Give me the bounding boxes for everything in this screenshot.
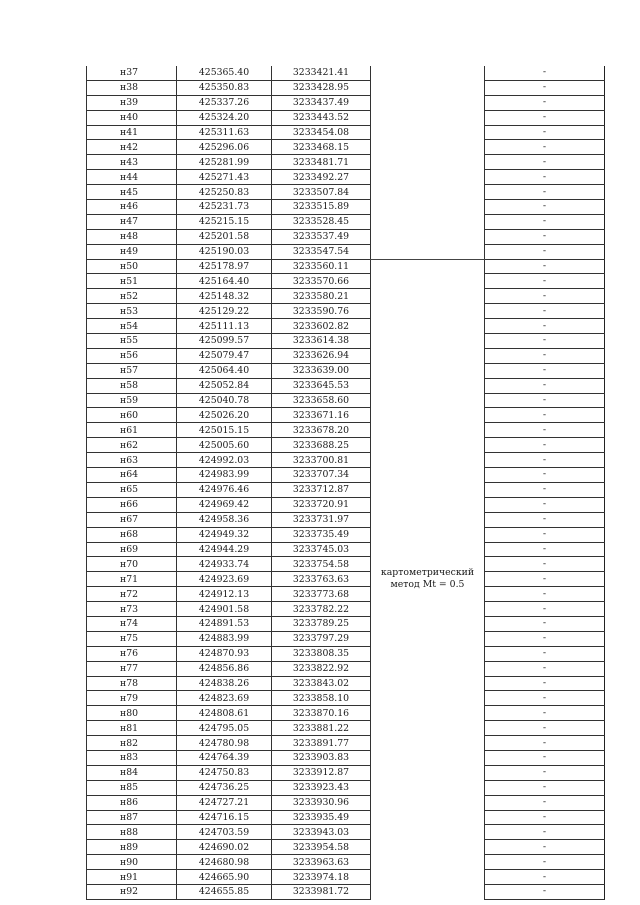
point-name-cell: н76 xyxy=(87,646,177,661)
error-value-cell: - xyxy=(485,304,605,319)
coord-x-cell: 424808.61 xyxy=(177,706,272,721)
error-value-cell: - xyxy=(485,884,605,899)
coord-y-cell: 3233421.41 xyxy=(272,66,371,80)
coord-x-cell: 424716.15 xyxy=(177,810,272,825)
coord-x-cell: 424969.42 xyxy=(177,497,272,512)
point-name-cell: н61 xyxy=(87,423,177,438)
point-name-cell: н74 xyxy=(87,616,177,631)
table-row xyxy=(87,408,605,423)
coord-x-cell: 424655.85 xyxy=(177,884,272,899)
coord-y-cell: 3233678.20 xyxy=(272,423,371,438)
coord-x-cell: 424949.32 xyxy=(177,527,272,542)
coord-y-cell: 3233580.21 xyxy=(272,289,371,304)
error-value-cell: - xyxy=(485,542,605,557)
point-name-cell: н84 xyxy=(87,765,177,780)
error-value-cell: - xyxy=(485,706,605,721)
coord-x-cell: 424933.74 xyxy=(177,557,272,572)
point-name-cell: н55 xyxy=(87,334,177,349)
coord-x-cell: 425365.40 xyxy=(177,66,272,80)
coord-x-cell: 424680.98 xyxy=(177,855,272,870)
error-value-cell: - xyxy=(485,661,605,676)
coord-x-cell: 425281.99 xyxy=(177,155,272,170)
table-row xyxy=(87,125,605,140)
method-cell-upper xyxy=(371,66,485,259)
coord-x-cell: 424838.26 xyxy=(177,676,272,691)
error-value-cell: - xyxy=(485,750,605,765)
error-value-cell: - xyxy=(485,587,605,602)
table-row xyxy=(87,274,605,289)
point-name-cell: н49 xyxy=(87,244,177,259)
table-row xyxy=(87,155,605,170)
point-name-cell: н62 xyxy=(87,438,177,453)
table-row xyxy=(87,66,605,80)
table-row xyxy=(87,319,605,334)
table-row xyxy=(87,616,605,631)
coord-y-cell: 3233443.52 xyxy=(272,110,371,125)
coord-x-cell: 424983.99 xyxy=(177,468,272,483)
coord-y-cell: 3233700.81 xyxy=(272,453,371,468)
error-value-cell: - xyxy=(485,468,605,483)
point-name-cell: н72 xyxy=(87,587,177,602)
point-name-cell: н68 xyxy=(87,527,177,542)
coord-y-cell: 3233712.87 xyxy=(272,482,371,497)
point-name-cell: н65 xyxy=(87,482,177,497)
table-row xyxy=(87,602,605,617)
coord-y-cell: 3233515.89 xyxy=(272,200,371,215)
table-row xyxy=(87,810,605,825)
error-value-cell: - xyxy=(485,810,605,825)
error-value-cell: - xyxy=(485,80,605,95)
coord-y-cell: 3233912.87 xyxy=(272,765,371,780)
error-value-cell: - xyxy=(485,795,605,810)
coord-x-cell: 425079.47 xyxy=(177,348,272,363)
coord-y-cell: 3233754.58 xyxy=(272,557,371,572)
coord-x-cell: 424665.90 xyxy=(177,870,272,885)
table-row xyxy=(87,765,605,780)
coord-x-cell: 424944.29 xyxy=(177,542,272,557)
table-row xyxy=(87,259,605,274)
coord-y-cell: 3233797.29 xyxy=(272,631,371,646)
coord-y-cell: 3233808.35 xyxy=(272,646,371,661)
point-name-cell: н81 xyxy=(87,721,177,736)
coord-y-cell: 3233930.96 xyxy=(272,795,371,810)
point-name-cell: н59 xyxy=(87,393,177,408)
point-name-cell: н69 xyxy=(87,542,177,557)
point-name-cell: н47 xyxy=(87,214,177,229)
error-value-cell: - xyxy=(485,408,605,423)
table-row xyxy=(87,631,605,646)
coord-y-cell: 3233903.83 xyxy=(272,750,371,765)
coord-y-cell: 3233763.63 xyxy=(272,572,371,587)
point-name-cell: н70 xyxy=(87,557,177,572)
point-name-cell: н66 xyxy=(87,497,177,512)
coord-y-cell: 3233570.66 xyxy=(272,274,371,289)
coord-x-cell: 424923.69 xyxy=(177,572,272,587)
error-value-cell: - xyxy=(485,393,605,408)
point-name-cell: н43 xyxy=(87,155,177,170)
coord-y-cell: 3233688.25 xyxy=(272,438,371,453)
point-name-cell: н64 xyxy=(87,468,177,483)
error-value-cell: - xyxy=(485,557,605,572)
table-row xyxy=(87,721,605,736)
coord-y-cell: 3233974.18 xyxy=(272,870,371,885)
coord-x-cell: 425099.57 xyxy=(177,334,272,349)
coord-x-cell: 425064.40 xyxy=(177,363,272,378)
coord-y-cell: 3233881.22 xyxy=(272,721,371,736)
table-row xyxy=(87,110,605,125)
point-name-cell: н52 xyxy=(87,289,177,304)
point-name-cell: н75 xyxy=(87,631,177,646)
coord-x-cell: 425178.97 xyxy=(177,259,272,274)
coord-x-cell: 424976.46 xyxy=(177,482,272,497)
error-value-cell: - xyxy=(485,155,605,170)
coord-y-cell: 3233720.91 xyxy=(272,497,371,512)
coord-x-cell: 424750.83 xyxy=(177,765,272,780)
table-row xyxy=(87,80,605,95)
coord-y-cell: 3233891.77 xyxy=(272,736,371,751)
coord-y-cell: 3233645.53 xyxy=(272,378,371,393)
error-value-cell: - xyxy=(485,527,605,542)
coord-y-cell: 3233528.45 xyxy=(272,214,371,229)
error-value-cell: - xyxy=(485,334,605,349)
coord-y-cell: 3233843.02 xyxy=(272,676,371,691)
error-value-cell: - xyxy=(485,572,605,587)
coord-x-cell: 424870.93 xyxy=(177,646,272,661)
coord-x-cell: 425026.20 xyxy=(177,408,272,423)
table-row xyxy=(87,482,605,497)
point-name-cell: н89 xyxy=(87,840,177,855)
coord-y-cell: 3233560.11 xyxy=(272,259,371,274)
coord-y-cell: 3233773.68 xyxy=(272,587,371,602)
table-row xyxy=(87,870,605,885)
coord-x-cell: 425215.15 xyxy=(177,214,272,229)
coord-x-cell: 424690.02 xyxy=(177,840,272,855)
table-row xyxy=(87,244,605,259)
error-value-cell: - xyxy=(485,200,605,215)
table-row xyxy=(87,676,605,691)
point-name-cell: н42 xyxy=(87,140,177,155)
coord-x-cell: 424891.53 xyxy=(177,616,272,631)
coord-x-cell: 425311.63 xyxy=(177,125,272,140)
point-name-cell: н58 xyxy=(87,378,177,393)
error-value-cell: - xyxy=(485,646,605,661)
table-row xyxy=(87,512,605,527)
table-row xyxy=(87,497,605,512)
table-row xyxy=(87,825,605,840)
error-value-cell: - xyxy=(485,140,605,155)
point-name-cell: н60 xyxy=(87,408,177,423)
coord-x-cell: 424992.03 xyxy=(177,453,272,468)
table-row xyxy=(87,423,605,438)
coord-y-cell: 3233789.25 xyxy=(272,616,371,631)
coordinates-table xyxy=(86,66,605,900)
point-name-cell: н37 xyxy=(87,66,177,80)
coord-y-cell: 3233468.15 xyxy=(272,140,371,155)
table-row xyxy=(87,289,605,304)
coord-x-cell: 425129.22 xyxy=(177,304,272,319)
point-name-cell: н88 xyxy=(87,825,177,840)
coord-y-cell: 3233658.60 xyxy=(272,393,371,408)
point-name-cell: н67 xyxy=(87,512,177,527)
method-label: картометрический xyxy=(380,567,475,579)
coord-y-cell: 3233981.72 xyxy=(272,884,371,899)
table-row xyxy=(87,378,605,393)
coord-x-cell: 424823.69 xyxy=(177,691,272,706)
table-row xyxy=(87,229,605,244)
coord-x-cell: 425164.40 xyxy=(177,274,272,289)
error-value-cell: - xyxy=(485,855,605,870)
error-value-cell: - xyxy=(485,631,605,646)
table-row xyxy=(87,661,605,676)
table-row xyxy=(87,691,605,706)
coord-x-cell: 424856.86 xyxy=(177,661,272,676)
point-name-cell: н41 xyxy=(87,125,177,140)
coord-y-cell: 3233626.94 xyxy=(272,348,371,363)
point-name-cell: н83 xyxy=(87,750,177,765)
coord-x-cell: 424901.58 xyxy=(177,602,272,617)
table-row xyxy=(87,527,605,542)
point-name-cell: н73 xyxy=(87,602,177,617)
point-name-cell: н48 xyxy=(87,229,177,244)
error-value-cell: - xyxy=(485,363,605,378)
coord-x-cell: 424958.36 xyxy=(177,512,272,527)
point-name-cell: н51 xyxy=(87,274,177,289)
error-value-cell: - xyxy=(485,66,605,80)
coord-y-cell: 3233963.63 xyxy=(272,855,371,870)
table-row xyxy=(87,200,605,215)
table-row xyxy=(87,795,605,810)
point-name-cell: н80 xyxy=(87,706,177,721)
table-row xyxy=(87,840,605,855)
point-name-cell: н45 xyxy=(87,185,177,200)
error-value-cell: - xyxy=(485,319,605,334)
coord-y-cell: 3233923.43 xyxy=(272,780,371,795)
error-value-cell: - xyxy=(485,185,605,200)
table-row xyxy=(87,363,605,378)
table-row xyxy=(87,393,605,408)
coord-y-cell: 3233822.92 xyxy=(272,661,371,676)
table-row xyxy=(87,736,605,751)
table-row xyxy=(87,468,605,483)
coord-x-cell: 425040.78 xyxy=(177,393,272,408)
table-row xyxy=(87,884,605,899)
table-row xyxy=(87,140,605,155)
error-value-cell: - xyxy=(485,170,605,185)
coord-y-cell: 3233428.95 xyxy=(272,80,371,95)
table-row xyxy=(87,304,605,319)
coord-y-cell: 3233858.10 xyxy=(272,691,371,706)
error-value-cell: - xyxy=(485,512,605,527)
point-name-cell: н82 xyxy=(87,736,177,751)
coord-y-cell: 3233614.38 xyxy=(272,334,371,349)
point-name-cell: н57 xyxy=(87,363,177,378)
coord-y-cell: 3233943.03 xyxy=(272,825,371,840)
coord-x-cell: 425190.03 xyxy=(177,244,272,259)
error-value-cell: - xyxy=(485,840,605,855)
error-value-cell: - xyxy=(485,616,605,631)
point-name-cell: н90 xyxy=(87,855,177,870)
method-accuracy-label: метод Mt = 0.5 xyxy=(390,579,465,591)
table-row xyxy=(87,587,605,602)
point-name-cell: н38 xyxy=(87,80,177,95)
error-value-cell: - xyxy=(485,229,605,244)
point-name-cell: н91 xyxy=(87,870,177,885)
point-name-cell: н85 xyxy=(87,780,177,795)
coord-y-cell: 3233481.71 xyxy=(272,155,371,170)
point-name-cell: н63 xyxy=(87,453,177,468)
coord-x-cell: 425015.15 xyxy=(177,423,272,438)
point-name-cell: н50 xyxy=(87,259,177,274)
table-row xyxy=(87,572,605,587)
coord-y-cell: 3233935.49 xyxy=(272,810,371,825)
error-value-cell: - xyxy=(485,870,605,885)
coord-y-cell: 3233745.03 xyxy=(272,542,371,557)
table-row xyxy=(87,214,605,229)
coord-x-cell: 424703.59 xyxy=(177,825,272,840)
error-value-cell: - xyxy=(485,110,605,125)
table-row xyxy=(87,334,605,349)
coord-y-cell: 3233735.49 xyxy=(272,527,371,542)
coord-x-cell: 424727.21 xyxy=(177,795,272,810)
coord-x-cell: 425052.84 xyxy=(177,378,272,393)
coord-x-cell: 425324.20 xyxy=(177,110,272,125)
point-name-cell: н71 xyxy=(87,572,177,587)
coord-x-cell: 425337.26 xyxy=(177,95,272,110)
coord-y-cell: 3233731.97 xyxy=(272,512,371,527)
error-value-cell: - xyxy=(485,691,605,706)
error-value-cell: - xyxy=(485,259,605,274)
coord-x-cell: 425231.73 xyxy=(177,200,272,215)
table-row xyxy=(87,438,605,453)
point-name-cell: н44 xyxy=(87,170,177,185)
table-row xyxy=(87,780,605,795)
coord-x-cell: 425201.58 xyxy=(177,229,272,244)
table-row xyxy=(87,348,605,363)
table-row xyxy=(87,170,605,185)
coord-y-cell: 3233492.27 xyxy=(272,170,371,185)
coord-y-cell: 3233507.84 xyxy=(272,185,371,200)
coord-y-cell: 3233639.00 xyxy=(272,363,371,378)
point-name-cell: н77 xyxy=(87,661,177,676)
table-row xyxy=(87,557,605,572)
error-value-cell: - xyxy=(485,423,605,438)
error-value-cell: - xyxy=(485,125,605,140)
error-value-cell: - xyxy=(485,825,605,840)
coord-x-cell: 425148.32 xyxy=(177,289,272,304)
error-value-cell: - xyxy=(485,780,605,795)
point-name-cell: н79 xyxy=(87,691,177,706)
table-row xyxy=(87,646,605,661)
method-cell xyxy=(371,259,485,899)
coord-x-cell: 424795.05 xyxy=(177,721,272,736)
error-value-cell: - xyxy=(485,721,605,736)
error-value-cell: - xyxy=(485,438,605,453)
table-row xyxy=(87,453,605,468)
coord-y-cell: 3233454.08 xyxy=(272,125,371,140)
coord-x-cell: 425350.83 xyxy=(177,80,272,95)
point-name-cell: н86 xyxy=(87,795,177,810)
coord-x-cell: 424736.25 xyxy=(177,780,272,795)
point-name-cell: н56 xyxy=(87,348,177,363)
coord-y-cell: 3233707.34 xyxy=(272,468,371,483)
point-name-cell: н40 xyxy=(87,110,177,125)
error-value-cell: - xyxy=(485,95,605,110)
error-value-cell: - xyxy=(485,602,605,617)
point-name-cell: н53 xyxy=(87,304,177,319)
coord-x-cell: 425005.60 xyxy=(177,438,272,453)
point-name-cell: н46 xyxy=(87,200,177,215)
error-value-cell: - xyxy=(485,497,605,512)
error-value-cell: - xyxy=(485,274,605,289)
coord-y-cell: 3233870.16 xyxy=(272,706,371,721)
coord-y-cell: 3233437.49 xyxy=(272,95,371,110)
table-row xyxy=(87,855,605,870)
table-row xyxy=(87,750,605,765)
point-name-cell: н54 xyxy=(87,319,177,334)
error-value-cell: - xyxy=(485,765,605,780)
error-value-cell: - xyxy=(485,289,605,304)
error-value-cell: - xyxy=(485,348,605,363)
coord-x-cell: 425111.13 xyxy=(177,319,272,334)
coord-y-cell: 3233590.76 xyxy=(272,304,371,319)
coord-y-cell: 3233782.22 xyxy=(272,602,371,617)
coord-x-cell: 424912.13 xyxy=(177,587,272,602)
point-name-cell: н92 xyxy=(87,884,177,899)
error-value-cell: - xyxy=(485,378,605,393)
error-value-cell: - xyxy=(485,214,605,229)
coord-y-cell: 3233537.49 xyxy=(272,229,371,244)
coord-x-cell: 425271.43 xyxy=(177,170,272,185)
coord-y-cell: 3233602.82 xyxy=(272,319,371,334)
coordinates-table-body xyxy=(87,66,605,899)
coord-x-cell: 425250.83 xyxy=(177,185,272,200)
coord-x-cell: 424780.98 xyxy=(177,736,272,751)
point-name-cell: н87 xyxy=(87,810,177,825)
table-row xyxy=(87,542,605,557)
coord-y-cell: 3233547.54 xyxy=(272,244,371,259)
coord-x-cell: 425296.06 xyxy=(177,140,272,155)
coord-x-cell: 424764.39 xyxy=(177,750,272,765)
point-name-cell: н39 xyxy=(87,95,177,110)
error-value-cell: - xyxy=(485,482,605,497)
coord-y-cell: 3233671.16 xyxy=(272,408,371,423)
table-row xyxy=(87,185,605,200)
coord-y-cell: 3233954.58 xyxy=(272,840,371,855)
table-row xyxy=(87,706,605,721)
point-name-cell: н78 xyxy=(87,676,177,691)
error-value-cell: - xyxy=(485,676,605,691)
table-row xyxy=(87,95,605,110)
error-value-cell: - xyxy=(485,244,605,259)
error-value-cell: - xyxy=(485,453,605,468)
coord-x-cell: 424883.99 xyxy=(177,631,272,646)
error-value-cell: - xyxy=(485,736,605,751)
